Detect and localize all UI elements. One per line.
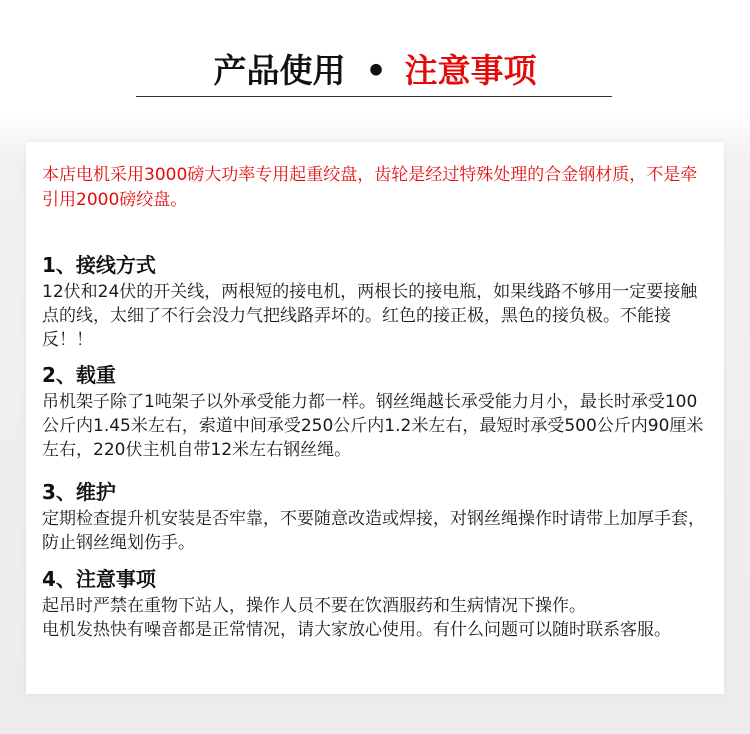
section-title: 4、注意事项 (42, 567, 156, 591)
notice-text: 本店电机采用3000磅大功率专用起重绞盘，齿轮是经过特殊处理的合金钢材质，不是牵引用2000磅绞盘。 (42, 165, 698, 210)
section-wiring (42, 250, 712, 352)
header-separator: • (365, 51, 387, 90)
section-title: 2、载重 (42, 363, 116, 387)
section-paragraph: 电机发热快有噪音都是正常情况，请大家放心使用。有什么问题可以随时联系客服。 (42, 620, 671, 640)
section-body (42, 507, 712, 555)
section-load (42, 360, 712, 462)
section-body (42, 280, 712, 352)
header-title-right: 注意事项 (404, 51, 537, 90)
section-paragraph: 吊机架子除了1吨架子以外承受能力都一样。钢丝绳越长承受能力月小，最长时承受100公斤内1.45米左右，索道中间承受250公斤内1.2米左右，最短时承受500公斤内90厘米左右，220伏主机自带12米左右钢丝绳。 (42, 392, 704, 460)
section-body (42, 390, 712, 462)
section-paragraph: 12伏和24伏的开关线，两根短的接电机，两根长的接电瓶，如果线路不够用一定要接触点的线，太细了不行会没力气把线路弄坏的。红色的接正极，黑色的接负极。不能接反！！ (42, 282, 698, 350)
section-precautions (42, 564, 712, 642)
section-maintenance (42, 477, 712, 555)
header-title-left: 产品使用 (213, 51, 346, 90)
section-body (42, 594, 712, 642)
section-paragraph: 定期检查提升机安装是否牢靠，不要随意改造或焊接，对钢丝绳操作时请带上加厚手套，防止钢丝绳划伤手。 (42, 509, 705, 553)
section-title: 1、接线方式 (42, 253, 156, 277)
page-header (0, 46, 750, 96)
section-title: 3、维护 (42, 480, 116, 504)
header-divider (136, 96, 612, 97)
section-paragraph: 起吊时严禁在重物下站人，操作人员不要在饮酒服药和生病情况下操作。 (42, 596, 586, 616)
